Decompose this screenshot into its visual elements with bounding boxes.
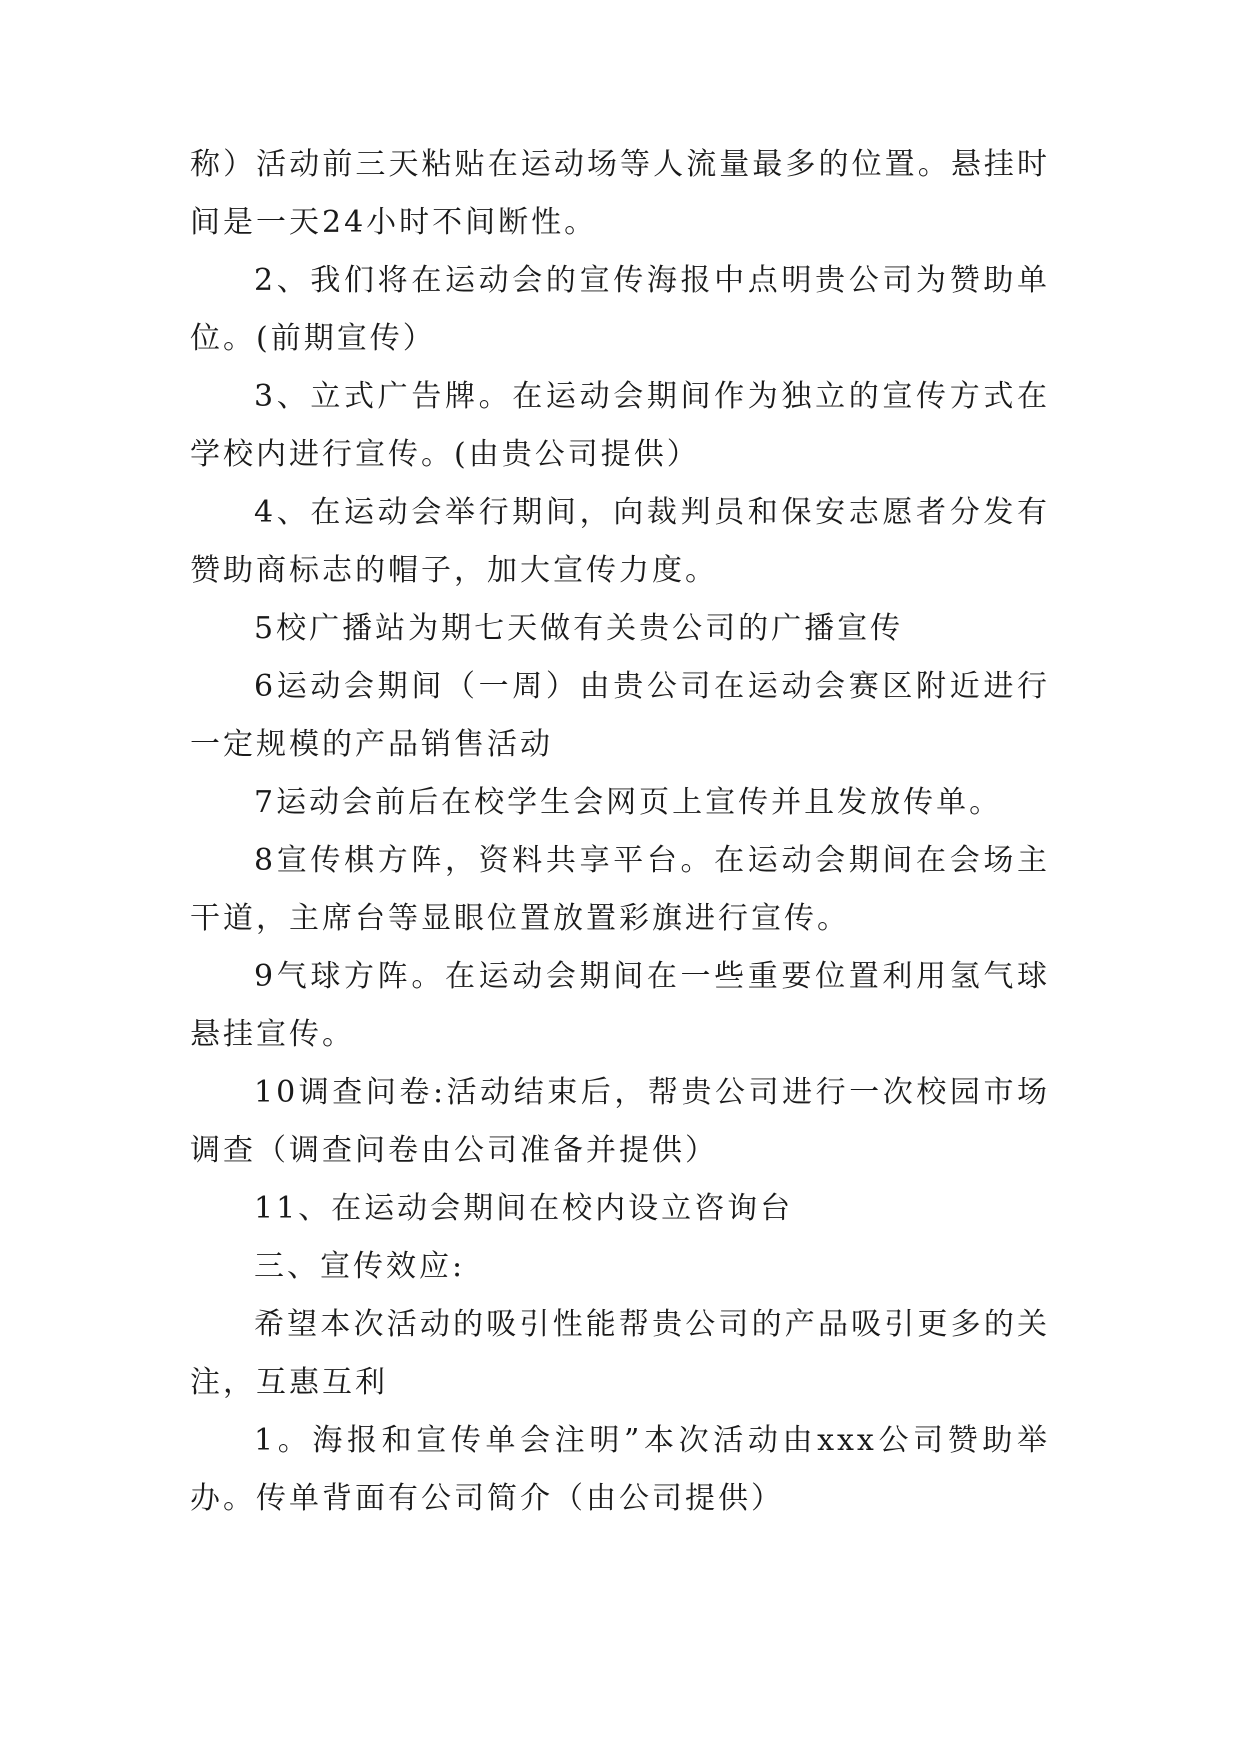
paragraph-7: 7运动会前后在校学生会网页上宣传并且发放传单。 (254, 785, 1003, 820)
paragraph-10: 10调查问卷:活动结束后，帮贵公司进行一次校园市场调查（调查问卷由公司准备并提供） (190, 1075, 1050, 1168)
section-heading: 三、宣传效应: (254, 1249, 466, 1284)
paragraph-5: 5校广播站为期七天做有关贵公司的广播宣传 (254, 611, 904, 646)
paragraph-1: 称）活动前三天粘贴在运动场等人流量最多的位置。悬挂时间是一天24小时不间断性。 (190, 147, 1050, 240)
paragraph-6: 6运动会期间（一周）由贵公司在运动会赛区附近进行一定规模的产品销售活动 (190, 669, 1050, 762)
paragraph-4: 4、在运动会举行期间，向裁判员和保安志愿者分发有赞助商标志的帽子，加大宣传力度。 (190, 495, 1050, 588)
paragraph-11: 11、在运动会期间在校内设立咨询台 (254, 1191, 794, 1226)
paragraph-14: 1。海报和宣传单会注明”本次活动由xxx公司赞助举办。传单背面有公司简介（由公司提供） (190, 1423, 1050, 1516)
paragraph-13: 希望本次活动的吸引性能帮贵公司的产品吸引更多的关注，互惠互利 (190, 1307, 1050, 1400)
paragraph-8: 8宣传棋方阵，资料共享平台。在运动会期间在会场主干道，主席台等显眼位置放置彩旗进行宣传。 (190, 843, 1050, 936)
paragraph-3: 3、立式广告牌。在运动会期间作为独立的宣传方式在学校内进行宣传。(由贵公司提供） (190, 379, 1050, 472)
paragraph-9: 9气球方阵。在运动会期间在一些重要位置利用氢气球悬挂宣传。 (190, 959, 1050, 1052)
paragraph-2: 2、我们将在运动会的宣传海报中点明贵公司为赞助单位。(前期宣传） (190, 263, 1050, 356)
document-body (190, 136, 1050, 1528)
